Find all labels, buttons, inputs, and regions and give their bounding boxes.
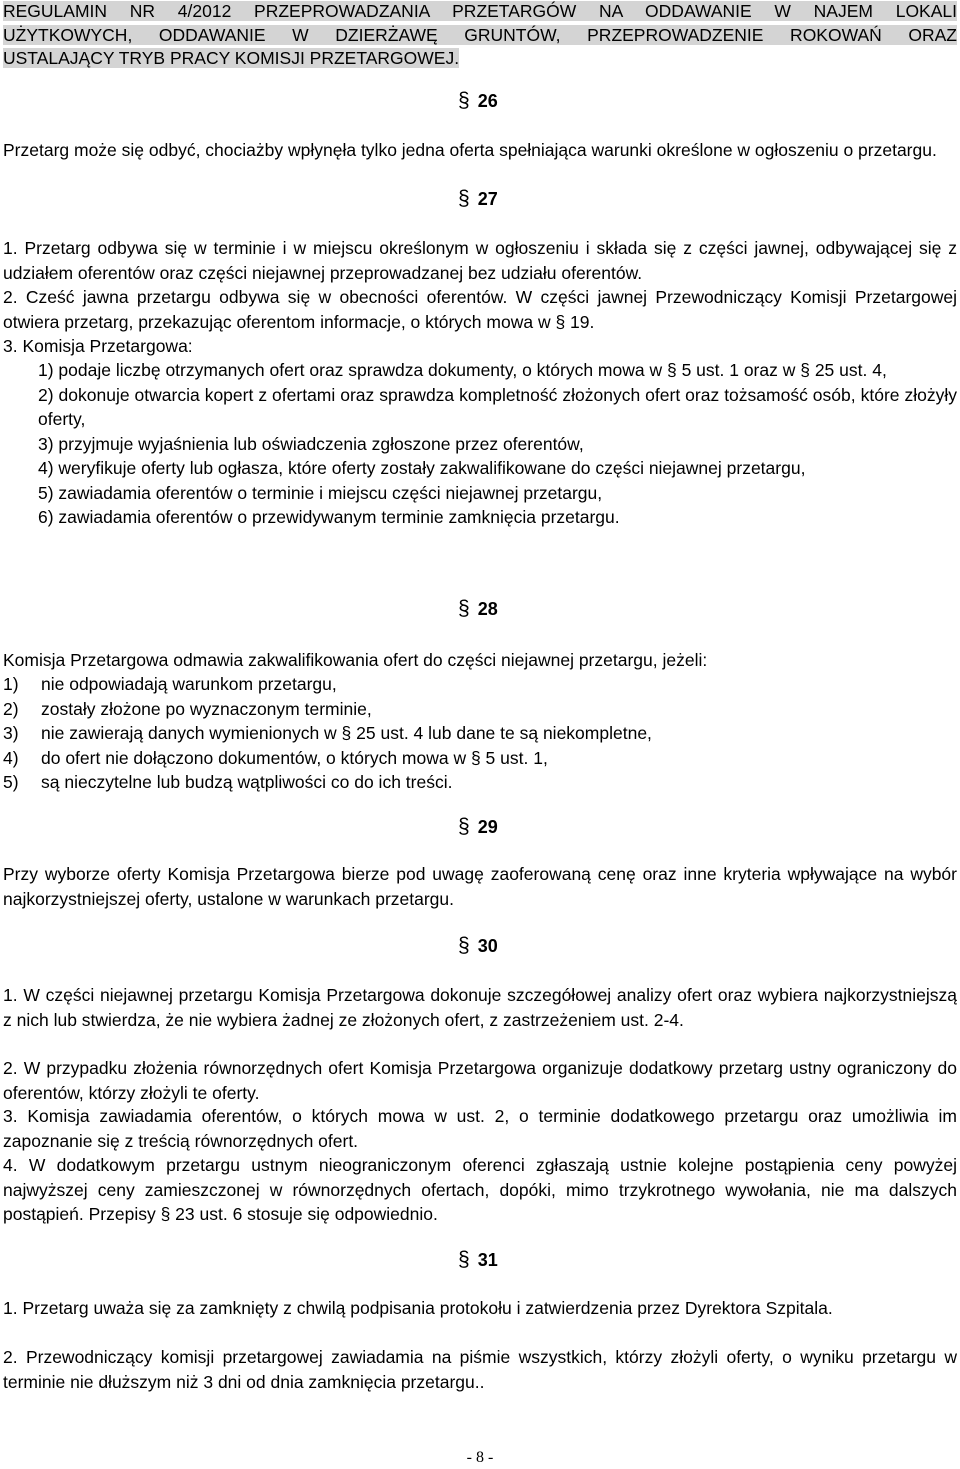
section-27-paragraph-2: 2. Cześć jawna przetargu odbywa się w obecności oferentów. W części jawnej Przewodniczący Komisji Przetargowej otwiera przetarg, przekazując oferentom informacje, o których mowa w § 19. [3, 287, 957, 332]
list-item-text: są nieczytelne lub budzą wątpliwości co do ich treści. [41, 772, 453, 792]
list-item: 6) zawiadamia oferentów o przewidywanym terminie zamknięcia przetargu. [38, 507, 620, 527]
section-heading-29 [458, 815, 498, 839]
list-item [3, 721, 957, 746]
list-item [3, 672, 957, 697]
section-symbol: § [458, 815, 470, 838]
header-line-3-text: USTALAJĄCY TRYB PRACY KOMISJI PRZETARGOWEJ. [3, 48, 460, 68]
section-heading-28 [458, 597, 498, 621]
list-item: 3) przyjmuje wyjaśnienia lub oświadczenia zgłoszone przez oferentów, [38, 433, 584, 454]
document-header [3, 0, 957, 71]
header-line-1 [3, 0, 957, 24]
section-30-paragraph-3: 3. Komisja zawiadamia oferentów, o których mowa w ust. 2, o terminie dodatkowego przetargu oraz umożliwia im zapoznanie się z treścią równorzędnych ofert. [3, 1106, 957, 1151]
section-heading-30 [458, 934, 498, 958]
section-28-intro: Komisja Przetargowa odmawia zakwalifikowania ofert do części niejawnej przetargu, jeżeli: [3, 650, 708, 670]
page-number: - 8 - [466, 1449, 494, 1466]
list-item [3, 770, 957, 795]
section-30-paragraph-4: 4. W dodatkowym przetargu ustnym nieograniczonym oferenci zgłaszają ustnie kolejne postąpienia ceny powyżej najwyższej ceny zamieszczonej w równorzędnych ofertach, dopóki, mimo trzykrotnego wywołania, nie ma dalszych postąpień. Przepisy § 23 ust. 6 stosuje się odpowiednio. [3, 1155, 957, 1224]
list-item [3, 697, 957, 722]
section-symbol: § [458, 597, 470, 620]
list-item-text: nie zawierają danych wymienionych w § 25 ust. 4 lub dane te są niekompletne, [41, 723, 652, 743]
section-number: 27 [477, 189, 498, 209]
section-30-paragraph-1: 1. W części niejawnej przetargu Komisja Przetargowa dokonuje szczegółowej analizy ofert oraz wybiera najkorzystniejszą z nich lub stwierdza, że nie wybiera żadnej ze złożonych ofert, z zastrzeżeniem ust. 2-4. [3, 985, 957, 1030]
section-29-text: Przy wyborze oferty Komisja Przetargowa bierze pod uwagę zaoferowaną cenę oraz inne kryteria wpływające na wybór najkorzystniejszej oferty, ustalone w warunkach przetargu. [3, 864, 957, 909]
section-symbol: § [458, 89, 470, 112]
list-item-number: 2) [3, 698, 19, 719]
section-number: 31 [477, 1250, 498, 1270]
section-heading-31 [458, 1248, 498, 1272]
section-26-text: Przetarg może się odbyć, chociażby wpłynęła tylko jedna oferta spełniająca warunki określone w ogłoszeniu o przetargu. [3, 140, 937, 160]
section-number: 30 [477, 936, 498, 956]
section-heading-27 [458, 187, 498, 211]
header-line-2-text: UŻYTKOWYCH, ODDAWANIE W DZIERŻAWĘ GRUNTÓW, PRZEPROWADZENIE ROKOWAŃ ORAZ [3, 24, 957, 45]
header-line-2 [3, 24, 957, 48]
section-27-paragraph-3: 3. Komisja Przetargowa: [3, 336, 193, 356]
list-item [3, 746, 957, 771]
list-item-number: 5) [3, 772, 19, 792]
list-item: 4) weryfikuje oferty lub ogłasza, które oferty zostały zakwalifikowane do części niejawnej przetargu, [38, 458, 806, 478]
section-symbol: § [458, 187, 470, 210]
header-line-3 [3, 47, 957, 71]
section-28-list [3, 672, 957, 795]
list-item: 1) podaje liczbę otrzymanych ofert oraz sprawdza dokumenty, o których mowa w § 5 ust. 1 oraz w § 25 ust. 4, [38, 360, 887, 380]
list-item-number: 1) [3, 674, 19, 694]
list-item-text: nie odpowiadają warunkom przetargu, [41, 674, 337, 694]
list-item: 5) zawiadamia oferentów o terminie i miejscu części niejawnej przetargu, [38, 482, 603, 503]
list-item-text: zostały złożone po wyznaczonym terminie, [41, 698, 372, 719]
section-number: 28 [477, 599, 498, 619]
section-symbol: § [458, 1248, 470, 1271]
section-heading-26 [458, 89, 498, 113]
list-item-text: do ofert nie dołączono dokumentów, o których mowa w § 5 ust. 1, [41, 747, 548, 768]
list-item: 2) dokonuje otwarcia kopert z ofertami oraz sprawdza kompletność złożonych ofert oraz tożsamość osób, które złożyły oferty, [38, 384, 957, 429]
list-item-number: 4) [3, 747, 19, 768]
header-line-1-text: REGULAMIN NR 4/2012 PRZEPROWADZANIA PRZETARGÓW NA ODDAWANIE W NAJEM LOKALI [3, 1, 957, 21]
section-27-list [3, 358, 957, 530]
section-symbol: § [458, 934, 470, 957]
section-31-paragraph-2: 2. Przewodniczący komisji przetargowej zawiadamia na piśmie wszystkich, którzy złożyli oferty, o wyniku przetargu w terminie nie dłuższym niż 3 dni od dnia zamknięcia przetargu.. [3, 1347, 957, 1392]
list-item-number: 3) [3, 723, 19, 743]
section-number: 26 [477, 91, 498, 111]
section-27-paragraph-1: 1. Przetarg odbywa się w terminie i w miejscu określonym w ogłoszeniu i składa się z części jawnej, odbywającej się z udziałem oferentów oraz części niejawnej przeprowadzanej bez udziału oferentów. [3, 238, 957, 283]
section-number: 29 [477, 817, 498, 837]
section-30-paragraph-2: 2. W przypadku złożenia równorzędnych ofert Komisja Przetargowa organizuje dodatkowy przetarg ustny ograniczony do oferentów, którzy złożyli te oferty. [3, 1058, 957, 1103]
section-31-paragraph-1: 1. Przetarg uważa się za zamknięty z chwilą podpisania protokołu i zatwierdzenia przez Dyrektora Szpitala. [3, 1298, 833, 1318]
